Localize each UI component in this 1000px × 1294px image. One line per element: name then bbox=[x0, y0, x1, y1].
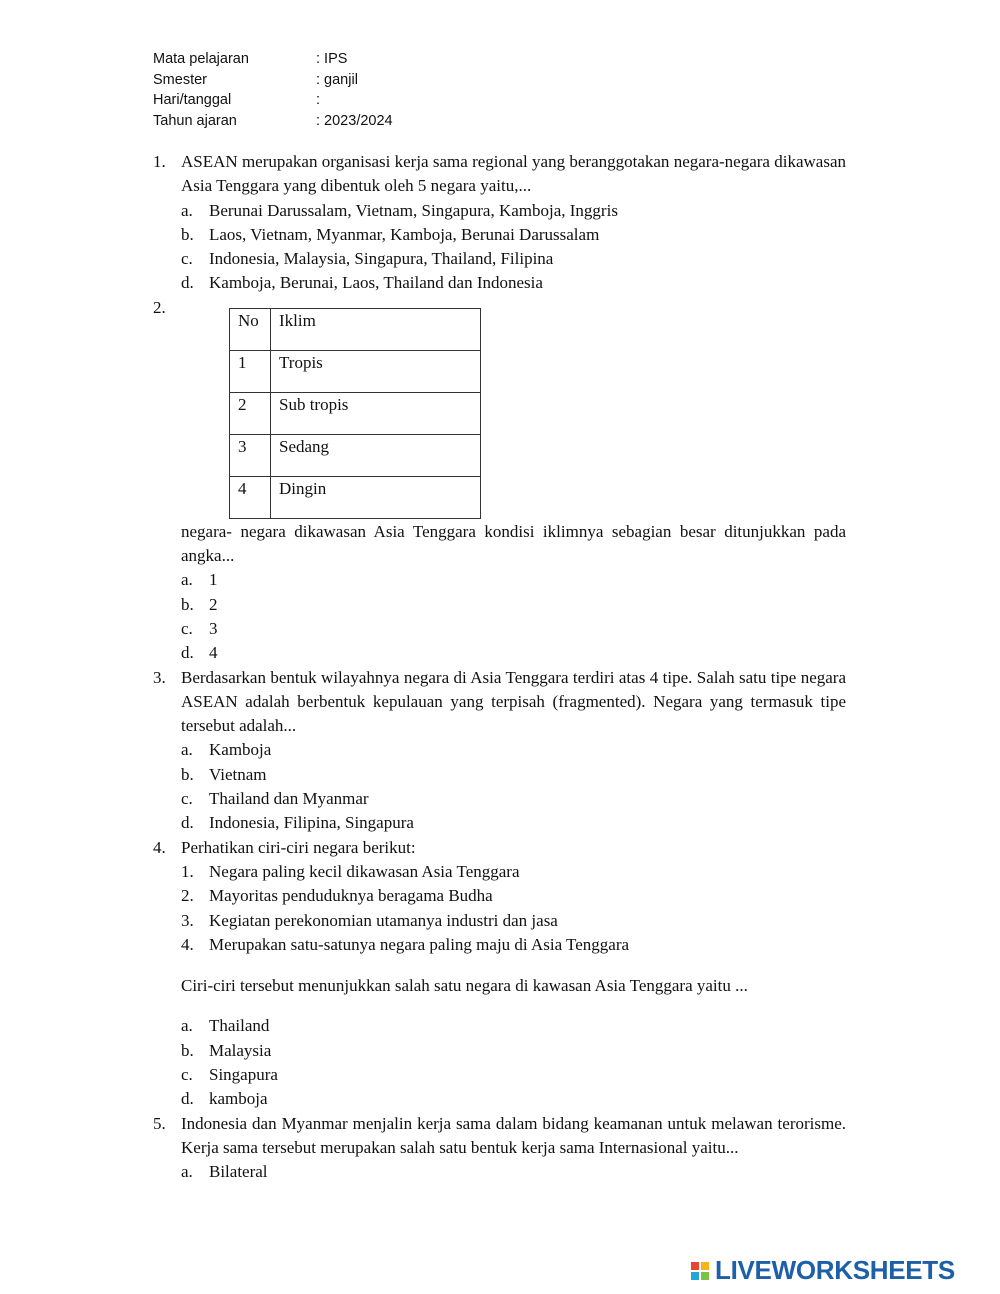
option-text: Singapura bbox=[209, 1065, 278, 1085]
option-letter: a. bbox=[181, 1162, 193, 1182]
logo-text: LIVEWORKSHEETS bbox=[715, 1255, 955, 1285]
option-letter: d. bbox=[181, 1089, 194, 1109]
table-cell: Sub tropis bbox=[271, 392, 481, 434]
list-item bbox=[181, 909, 846, 933]
header-label: Tahun ajaran bbox=[153, 112, 237, 129]
option-a[interactable] bbox=[181, 568, 846, 592]
table-cell: Sedang bbox=[271, 434, 481, 476]
table-cell: Dingin bbox=[271, 476, 481, 518]
logo-block-red bbox=[691, 1262, 699, 1270]
option-letter: c. bbox=[181, 618, 193, 638]
question-followup-text: Ciri-ciri tersebut menunjukkan salah satu negara di kawasan Asia Tenggara yaitu ... bbox=[181, 976, 748, 996]
option-text: 2 bbox=[209, 594, 218, 614]
question-4 bbox=[153, 836, 846, 1112]
question-list bbox=[153, 150, 846, 1185]
option-d[interactable] bbox=[181, 271, 846, 295]
list-item bbox=[181, 933, 846, 957]
option-text: Thailand dan Myanmar bbox=[209, 789, 369, 809]
logo-icon bbox=[691, 1262, 709, 1280]
logo-block-yellow bbox=[701, 1262, 709, 1270]
table-row bbox=[230, 392, 481, 434]
option-b[interactable] bbox=[181, 223, 846, 247]
option-c[interactable] bbox=[181, 1063, 846, 1087]
option-a[interactable] bbox=[181, 1160, 846, 1184]
list-item-number: 1. bbox=[181, 861, 194, 881]
option-letter: a. bbox=[181, 740, 193, 760]
question-number: 4. bbox=[153, 837, 166, 857]
option-letter: c. bbox=[181, 789, 193, 809]
question-text: ASEAN merupakan organisasi kerja sama regional yang beranggotakan negara-negara dikawasan Asia Tenggara yang dibentuk oleh 5 negara yaitu,... bbox=[181, 152, 846, 196]
list-item-text: Negara paling kecil dikawasan Asia Tenggara bbox=[209, 861, 520, 881]
option-b[interactable] bbox=[181, 593, 846, 617]
option-letter: a. bbox=[181, 570, 193, 590]
option-d[interactable] bbox=[181, 1087, 846, 1111]
logo-block-blue bbox=[691, 1272, 699, 1280]
table-cell: 3 bbox=[230, 434, 271, 476]
header-value: : 2023/2024 bbox=[316, 112, 393, 129]
option-letter: b. bbox=[181, 1040, 194, 1060]
header-value: : ganjil bbox=[316, 71, 358, 88]
list-item-text: Kegiatan perekonomian utamanya industri dan jasa bbox=[209, 910, 558, 930]
option-d[interactable] bbox=[181, 811, 846, 835]
option-a[interactable] bbox=[181, 199, 846, 223]
option-c[interactable] bbox=[181, 787, 846, 811]
option-b[interactable] bbox=[181, 1039, 846, 1063]
header-label: Mata pelajaran bbox=[153, 51, 249, 67]
table-row bbox=[230, 476, 481, 518]
header-label: Hari/tanggal bbox=[153, 92, 232, 109]
header-label: Smester bbox=[153, 71, 207, 88]
option-text: Bilateral bbox=[209, 1162, 268, 1182]
question-number: 2. bbox=[153, 297, 166, 317]
list-item-number: 2. bbox=[181, 886, 194, 906]
question-number: 5. bbox=[153, 1113, 166, 1133]
header-row-date bbox=[153, 90, 393, 111]
logo-block-green bbox=[701, 1272, 709, 1280]
option-letter: c. bbox=[181, 249, 193, 269]
table-row bbox=[230, 434, 481, 476]
option-letter: d. bbox=[181, 813, 194, 833]
question-number: 1. bbox=[153, 152, 166, 171]
option-letter: b. bbox=[181, 594, 194, 614]
question-text: Perhatikan ciri-ciri negara berikut: bbox=[181, 837, 416, 857]
option-text: Kamboja bbox=[209, 740, 272, 760]
option-b[interactable] bbox=[181, 763, 846, 787]
table-cell: Tropis bbox=[271, 350, 481, 392]
table-header-row bbox=[230, 308, 481, 350]
question-text: negara- negara dikawasan Asia Tenggara kondisi iklimnya sebagian besar ditunjukkan pada angka... bbox=[181, 521, 846, 566]
option-text: Vietnam bbox=[209, 764, 267, 784]
document-header bbox=[153, 49, 393, 131]
option-letter: b. bbox=[181, 224, 194, 244]
list-item bbox=[181, 860, 846, 884]
table-cell: 1 bbox=[230, 350, 271, 392]
question-2 bbox=[153, 296, 846, 666]
option-text: Indonesia, Filipina, Singapura bbox=[209, 813, 414, 833]
header-row-semester bbox=[153, 70, 393, 91]
question-text: Indonesia dan Myanmar menjalin kerja sama dalam bidang keamanan untuk melawan terorisme. Kerja sama tersebut merupakan salah satu bentuk kerja sama Internasional yaitu... bbox=[181, 1113, 846, 1157]
header-row-year bbox=[153, 111, 393, 132]
option-text: Indonesia, Malaysia, Singapura, Thailand, Filipina bbox=[209, 249, 554, 269]
option-a[interactable] bbox=[181, 738, 846, 762]
table-cell: 4 bbox=[230, 476, 271, 518]
list-item-text: Mayoritas penduduknya beragama Budha bbox=[209, 886, 493, 906]
option-letter: a. bbox=[181, 200, 193, 220]
question-3 bbox=[153, 666, 846, 836]
table-row bbox=[230, 350, 481, 392]
question-1 bbox=[153, 150, 846, 296]
question-text: Berdasarkan bentuk wilayahnya negara di Asia Tenggara terdiri atas 4 tipe. Salah satu tipe negara ASEAN adalah berbentuk kepulauan yang terpisah (fragmented). Negara yang termasuk tipe tersebut adalah... bbox=[181, 667, 846, 736]
option-a[interactable] bbox=[181, 1014, 846, 1038]
option-letter: c. bbox=[181, 1065, 193, 1085]
header-value: : IPS bbox=[316, 51, 348, 67]
option-text: Malaysia bbox=[209, 1040, 272, 1060]
table-header-cell: Iklim bbox=[271, 308, 481, 350]
option-text: Kamboja, Berunai, Laos, Thailand dan Indonesia bbox=[209, 273, 543, 293]
question-number: 3. bbox=[153, 667, 166, 687]
option-c[interactable] bbox=[181, 617, 846, 641]
option-letter: d. bbox=[181, 643, 194, 663]
liveworksheets-logo[interactable] bbox=[691, 1255, 955, 1286]
table-header-cell: No bbox=[230, 308, 271, 350]
list-item bbox=[181, 884, 846, 908]
question-5 bbox=[153, 1112, 846, 1185]
climate-table bbox=[229, 308, 481, 519]
option-text: 3 bbox=[209, 618, 218, 638]
list-item-text: Merupakan satu-satunya negara paling maju di Asia Tenggara bbox=[209, 934, 630, 954]
option-text: kamboja bbox=[209, 1089, 268, 1109]
option-c[interactable] bbox=[181, 247, 846, 271]
option-letter: a. bbox=[181, 1016, 193, 1036]
option-letter: d. bbox=[181, 273, 194, 293]
option-text: 4 bbox=[209, 643, 218, 663]
table-cell: 2 bbox=[230, 392, 271, 434]
header-row-subject bbox=[153, 49, 393, 70]
option-letter: b. bbox=[181, 764, 194, 784]
header-value: : bbox=[316, 92, 321, 109]
option-text: Thailand bbox=[209, 1016, 270, 1036]
list-item-number: 4. bbox=[181, 934, 194, 954]
option-text: Laos, Vietnam, Myanmar, Kamboja, Berunai Darussalam bbox=[209, 224, 600, 244]
option-d[interactable] bbox=[181, 641, 846, 665]
option-text: Berunai Darussalam, Vietnam, Singapura, Kamboja, Inggris bbox=[209, 200, 618, 220]
list-item-number: 3. bbox=[181, 910, 194, 930]
option-text: 1 bbox=[209, 570, 218, 590]
